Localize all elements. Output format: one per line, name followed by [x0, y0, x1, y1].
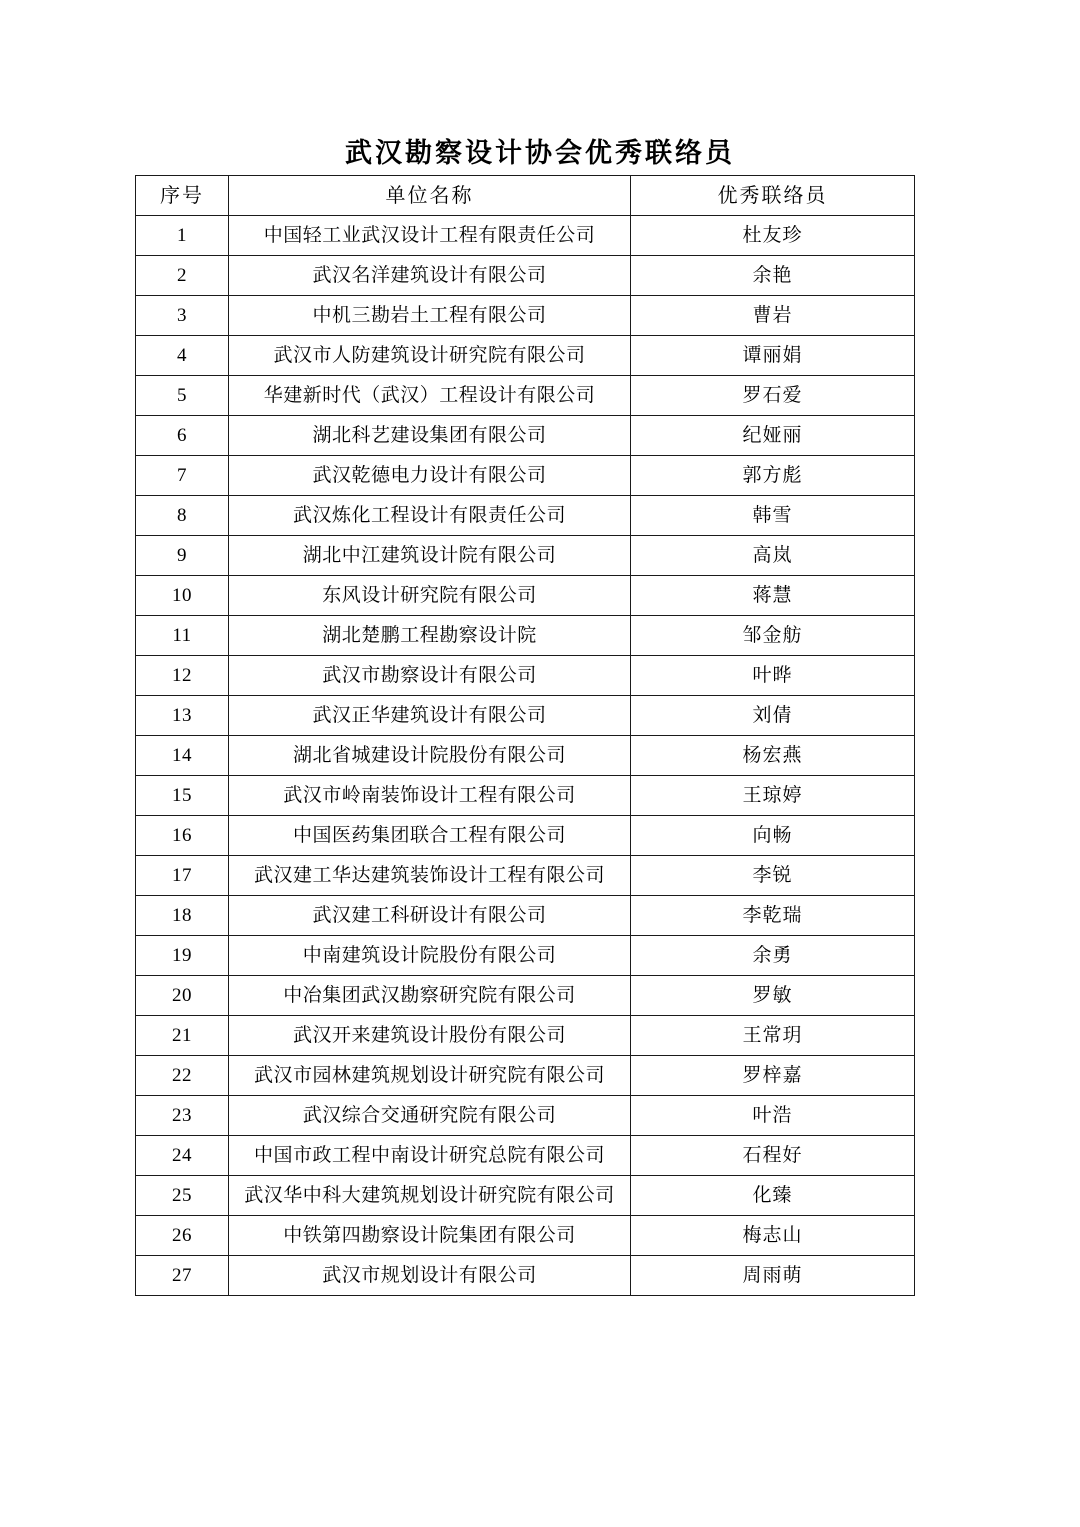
cell-index: 23 [136, 1096, 229, 1136]
cell-liaison-name: 王琼婷 [631, 776, 915, 816]
column-header-unit-name: 单位名称 [229, 176, 631, 216]
table-row [136, 816, 915, 856]
cell-unit-name: 东风设计研究院有限公司 [229, 576, 631, 616]
cell-unit-name: 中国市政工程中南设计研究总院有限公司 [229, 1136, 631, 1176]
page-title: 武汉勘察设计协会优秀联络员 [345, 138, 735, 168]
cell-index: 13 [136, 696, 229, 736]
table-row [136, 1136, 915, 1176]
cell-unit-name: 武汉市园林建筑规划设计研究院有限公司 [229, 1056, 631, 1096]
cell-unit-name: 武汉炼化工程设计有限责任公司 [229, 496, 631, 536]
cell-index: 7 [136, 456, 229, 496]
cell-liaison-name: 罗敏 [631, 976, 915, 1016]
cell-index: 1 [136, 216, 229, 256]
cell-unit-name: 武汉开来建筑设计股份有限公司 [229, 1016, 631, 1056]
table-row [136, 776, 915, 816]
table-row [136, 616, 915, 656]
table-row [136, 336, 915, 376]
table-row [136, 296, 915, 336]
cell-unit-name: 武汉建工华达建筑装饰设计工程有限公司 [229, 856, 631, 896]
cell-unit-name: 武汉正华建筑设计有限公司 [229, 696, 631, 736]
cell-unit-name: 中南建筑设计院股份有限公司 [229, 936, 631, 976]
table-row [136, 656, 915, 696]
table-row [136, 1176, 915, 1216]
cell-index: 9 [136, 536, 229, 576]
cell-liaison-name: 叶晔 [631, 656, 915, 696]
cell-liaison-name: 杜友珍 [631, 216, 915, 256]
cell-liaison-name: 余艳 [631, 256, 915, 296]
table-row [136, 1056, 915, 1096]
cell-index: 2 [136, 256, 229, 296]
cell-liaison-name: 纪娅丽 [631, 416, 915, 456]
column-header-index: 序号 [136, 176, 229, 216]
table-row [136, 416, 915, 456]
cell-index: 5 [136, 376, 229, 416]
cell-liaison-name: 李锐 [631, 856, 915, 896]
cell-unit-name: 中国医药集团联合工程有限公司 [229, 816, 631, 856]
cell-index: 18 [136, 896, 229, 936]
cell-index: 6 [136, 416, 229, 456]
table-row [136, 456, 915, 496]
cell-unit-name: 湖北楚鹏工程勘察设计院 [229, 616, 631, 656]
table-row [136, 976, 915, 1016]
table-row [136, 216, 915, 256]
cell-index: 14 [136, 736, 229, 776]
cell-index: 4 [136, 336, 229, 376]
cell-unit-name: 武汉华中科大建筑规划设计研究院有限公司 [229, 1176, 631, 1216]
cell-unit-name: 武汉综合交通研究院有限公司 [229, 1096, 631, 1136]
table-row [136, 1016, 915, 1056]
table-row [136, 1216, 915, 1256]
table-row [136, 576, 915, 616]
table-row [136, 496, 915, 536]
cell-index: 26 [136, 1216, 229, 1256]
cell-liaison-name: 谭丽娟 [631, 336, 915, 376]
table-row [136, 256, 915, 296]
cell-unit-name: 中国轻工业武汉设计工程有限责任公司 [229, 216, 631, 256]
table-row [136, 736, 915, 776]
cell-index: 3 [136, 296, 229, 336]
cell-liaison-name: 刘倩 [631, 696, 915, 736]
cell-liaison-name: 邹金舫 [631, 616, 915, 656]
table-header-row [136, 176, 915, 216]
cell-unit-name: 湖北中江建筑设计院有限公司 [229, 536, 631, 576]
cell-unit-name: 中铁第四勘察设计院集团有限公司 [229, 1216, 631, 1256]
cell-unit-name: 武汉建工科研设计有限公司 [229, 896, 631, 936]
table-body [136, 216, 915, 1296]
cell-index: 10 [136, 576, 229, 616]
cell-liaison-name: 蒋慧 [631, 576, 915, 616]
table-header [136, 176, 915, 216]
cell-index: 12 [136, 656, 229, 696]
cell-unit-name: 武汉市岭南装饰设计工程有限公司 [229, 776, 631, 816]
cell-unit-name: 武汉乾德电力设计有限公司 [229, 456, 631, 496]
cell-index: 16 [136, 816, 229, 856]
cell-unit-name: 武汉市人防建筑设计研究院有限公司 [229, 336, 631, 376]
table-row [136, 376, 915, 416]
cell-liaison-name: 李乾瑞 [631, 896, 915, 936]
column-header-liaison: 优秀联络员 [631, 176, 915, 216]
cell-index: 8 [136, 496, 229, 536]
cell-liaison-name: 罗石爱 [631, 376, 915, 416]
cell-unit-name: 华建新时代（武汉）工程设计有限公司 [229, 376, 631, 416]
cell-index: 21 [136, 1016, 229, 1056]
table-row [136, 1096, 915, 1136]
cell-unit-name: 武汉市规划设计有限公司 [229, 1256, 631, 1296]
cell-index: 11 [136, 616, 229, 656]
cell-index: 19 [136, 936, 229, 976]
cell-index: 22 [136, 1056, 229, 1096]
cell-unit-name: 武汉名洋建筑设计有限公司 [229, 256, 631, 296]
cell-liaison-name: 杨宏燕 [631, 736, 915, 776]
table-row [136, 896, 915, 936]
cell-liaison-name: 周雨萌 [631, 1256, 915, 1296]
cell-unit-name: 中冶集团武汉勘察研究院有限公司 [229, 976, 631, 1016]
table-row [136, 536, 915, 576]
cell-liaison-name: 向畅 [631, 816, 915, 856]
roster-table [135, 175, 915, 1296]
cell-unit-name: 中机三勘岩土工程有限公司 [229, 296, 631, 336]
cell-liaison-name: 梅志山 [631, 1216, 915, 1256]
cell-index: 20 [136, 976, 229, 1016]
cell-liaison-name: 王常玥 [631, 1016, 915, 1056]
cell-index: 27 [136, 1256, 229, 1296]
roster-table-container [135, 175, 914, 1296]
cell-unit-name: 武汉市勘察设计有限公司 [229, 656, 631, 696]
cell-liaison-name: 高岚 [631, 536, 915, 576]
cell-liaison-name: 郭方彪 [631, 456, 915, 496]
cell-index: 15 [136, 776, 229, 816]
table-row [136, 696, 915, 736]
cell-liaison-name: 罗梓嘉 [631, 1056, 915, 1096]
cell-index: 17 [136, 856, 229, 896]
cell-unit-name: 湖北科艺建设集团有限公司 [229, 416, 631, 456]
table-row [136, 856, 915, 896]
cell-index: 24 [136, 1136, 229, 1176]
cell-liaison-name: 余勇 [631, 936, 915, 976]
cell-liaison-name: 韩雪 [631, 496, 915, 536]
cell-unit-name: 湖北省城建设计院股份有限公司 [229, 736, 631, 776]
cell-liaison-name: 叶浩 [631, 1096, 915, 1136]
cell-index: 25 [136, 1176, 229, 1216]
table-row [136, 936, 915, 976]
cell-liaison-name: 曹岩 [631, 296, 915, 336]
table-row [136, 1256, 915, 1296]
cell-liaison-name: 化臻 [631, 1176, 915, 1216]
cell-liaison-name: 石程好 [631, 1136, 915, 1176]
